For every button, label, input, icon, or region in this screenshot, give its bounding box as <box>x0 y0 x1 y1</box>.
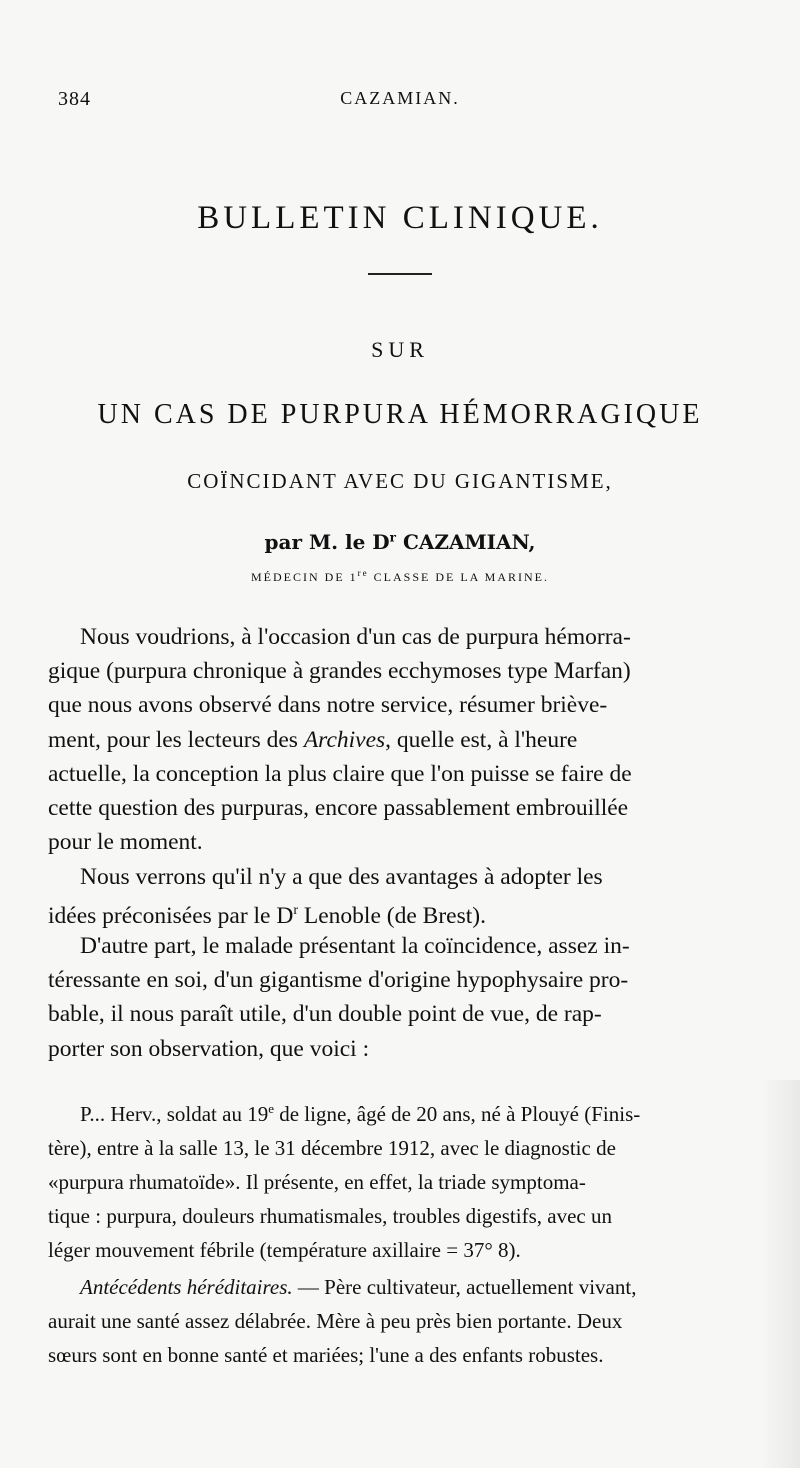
archives-italic: Archives <box>303 726 386 753</box>
title-rule <box>368 273 432 275</box>
text-fragment: idées préconisées par le D <box>48 903 294 930</box>
author-sup: r <box>389 530 396 545</box>
role-prefix: MÉDECIN DE 1 <box>250 570 358 584</box>
author-prefix: par M. le D <box>264 530 390 554</box>
text-line: porter son observation, que voici : <box>48 1035 370 1062</box>
paragraph-gigantism <box>48 929 752 1066</box>
text-sup: r <box>293 903 299 919</box>
text-fragment: Lenoble (de Brest). <box>298 903 486 930</box>
paragraph-intro <box>48 620 752 859</box>
text-line: Nous voudrions, à l'occasion d'un cas de purpura hémorra- <box>80 624 631 650</box>
text-line: cette question des purpuras, encore passablement embrouillée <box>48 795 629 822</box>
text-line: «purpura rhumatoïde». Il présente, en effet, la triade symptoma- <box>48 1170 586 1194</box>
author-name: CAZAMIAN, <box>395 530 536 554</box>
role-suffix: CLASSE DE LA MARINE. <box>368 570 549 584</box>
text-line: pour le moment. <box>48 829 203 856</box>
paragraph-antecedents <box>48 1270 752 1372</box>
text-line: tique : purpura, douleurs rhumatismales, troubles digestifs, avec un <box>48 1204 612 1228</box>
author-line <box>0 530 800 554</box>
text-line: tère), entre à la salle 13, le 31 décembre 1912, avec le diagnostic de <box>48 1136 616 1160</box>
text-line: bable, il nous paraît utile, d'un double point de vue, de rap- <box>48 1001 602 1028</box>
role-sup: re <box>357 568 369 578</box>
text-line <box>48 894 752 933</box>
text-line: actuelle, la conception la plus claire que l'on puisse se faire de <box>48 760 632 787</box>
running-title: CAZAMIAN. <box>340 88 460 108</box>
text-line: téressante en soi, d'un gigantisme d'origine hypophysaire pro- <box>48 967 629 994</box>
sur-heading: SUR <box>371 337 429 362</box>
text-line: gique (purpura chronique à grandes ecchymoses type Marfan) <box>48 658 631 685</box>
text-fragment: ment, pour les lecteurs des <box>48 726 304 753</box>
text-line: aurait une santé assez délabrée. Mère à peu près bien portante. Deux <box>48 1309 623 1333</box>
text-line: Nous verrons qu'il n'y a que des avantages à adopter les <box>80 864 603 890</box>
paragraph-lenoble <box>48 860 752 933</box>
text-fragment: , quelle est, à l'heure <box>385 726 578 753</box>
paragraph-observation <box>48 1092 752 1267</box>
text-fragment: de ligne, âgé de 20 ans, né à Plouyé (Finis- <box>273 1102 641 1126</box>
text-fragment: P... Herv., soldat au 19 <box>80 1102 269 1126</box>
text-line <box>48 1270 752 1304</box>
text-line: sœurs sont en bonne santé et mariées; l'une a des enfants robustes. <box>48 1343 604 1367</box>
text-fragment: — Père cultivateur, actuellement vivant, <box>292 1275 637 1299</box>
text-line: que nous avons observé dans notre service, résumer briève- <box>48 692 608 719</box>
page-number: 384 <box>58 88 91 110</box>
text-sup: e <box>268 1101 274 1116</box>
text-line: D'autre part, le malade présentant la coïncidence, assez in- <box>80 933 630 959</box>
author-role <box>0 568 800 585</box>
antecedents-italic: Antécédents héréditaires. <box>80 1275 293 1299</box>
text-line <box>48 723 752 757</box>
running-head <box>58 88 742 118</box>
bulletin-title: BULLETIN CLINIQUE. <box>197 200 603 236</box>
page-edge-shadow <box>760 1080 800 1468</box>
case-subtitle: COÏNCIDANT AVEC DU GIGANTISME, <box>187 469 613 493</box>
case-title: UN CAS DE PURPURA HÉMORRAGIQUE <box>97 399 703 430</box>
text-line <box>48 1092 752 1131</box>
text-line: léger mouvement fébrile (température axillaire = 37° 8). <box>48 1238 521 1262</box>
